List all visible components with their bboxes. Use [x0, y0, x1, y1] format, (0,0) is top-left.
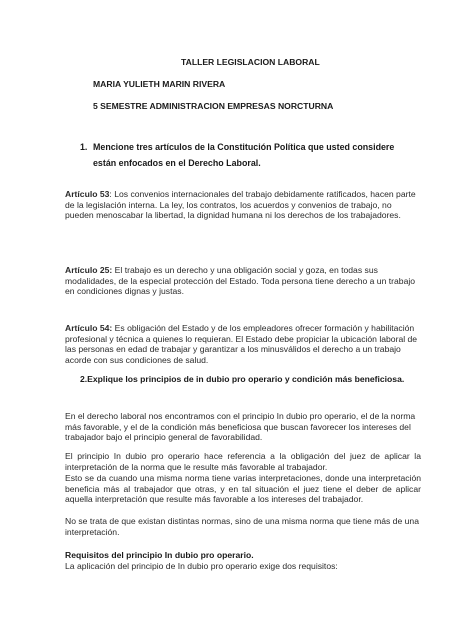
student-name: MARIA YULIETH MARIN RIVERA	[93, 79, 226, 89]
paragraph-single-norm: No se trata de que existan distintas normas, sino de una misma norma que tiene más de una interpretación.	[65, 516, 419, 537]
paragraph-favorability: En el derecho laboral nos encontramos con el principio In dubio pro operario, el de la norma más favorable, y el de la condición más beneficiosa que buscan favorecer los intereses del trabajador bajo el principio general de favorabilidad.	[65, 411, 416, 443]
article-53-text: : Los convenios internacionales del trabajo debidamente ratificados, hacen parte de la legislación interna. La ley, los contratos, los acuerdos y convenios de trabajo, no pueden menoscabar la libertad, la dignidad humana ni los derechos de los trabajadores.	[65, 189, 416, 221]
article-54-label: Artículo 54:	[65, 323, 113, 333]
article-54	[65, 323, 421, 365]
article-25	[65, 265, 417, 297]
article-53-label: Artículo 53	[65, 189, 110, 199]
question-2: 2.Explique los principios de in dubio pro operario y condición más beneficiosa.	[80, 374, 405, 384]
requirements-intro: La aplicación del principio de In dubio pro operario exige dos requisitos:	[65, 561, 338, 571]
question-1-text: Mencione tres artículos de la Constitución Política que usted considere están enfocados en el Derecho Laboral.	[93, 142, 395, 168]
paragraph-interpretations: Esto se da cuando una misma norma tiene varias interpretaciones, donde una interpretación beneficia más al trabajador que otras, y en tal situación el juez tiene el deber de aplicar aquella interpretación que resulte más favorable a los intereses del trabajador.	[65, 473, 421, 505]
article-25-text: El trabajo es un derecho y una obligación social y goza, en todas sus modalidades, de la especial protección del Estado. Toda persona tiene derecho a un trabajo en condiciones dignas y justas.	[65, 265, 416, 297]
article-54-text: Es obligación del Estado y de los empleadores ofrecer formación y habilitación profesional y técnica a quienes lo requieran. El Estado debe propiciar la ubicación laboral de las personas en edad de trabajar y garantizar a los minusválidos el derecho a un trabajo acorde con sus condiciones de salud.	[65, 323, 418, 365]
semester-line: 5 SEMESTRE ADMINISTRACION EMPRESAS NORCTURNA	[93, 101, 334, 111]
question-1-number: 1.	[80, 142, 88, 152]
document-title: TALLER LEGISLACION LABORAL	[181, 57, 320, 67]
article-25-label: Artículo 25:	[65, 265, 113, 275]
paragraph-principle-definition: El principio In dubio pro operario hace referencia a la obligación del juez de aplicar la interpretación de la norma que le resulte más favorable al trabajador.	[65, 451, 421, 472]
article-53	[65, 189, 417, 221]
requirements-heading: Requisitos del principio In dubio pro operario.	[65, 550, 254, 560]
